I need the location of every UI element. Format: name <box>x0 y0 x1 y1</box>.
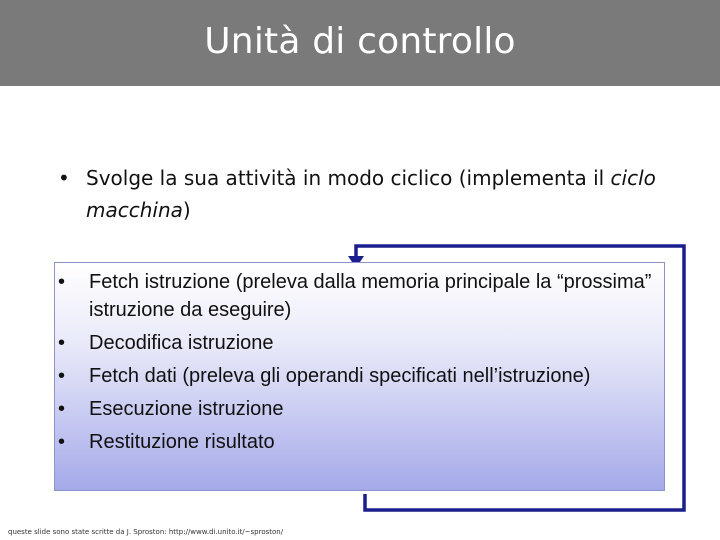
cycle-steps-list <box>58 268 658 461</box>
list-item: • Fetch dati (preleva gli operandi specificati nell’istruzione) <box>58 365 591 387</box>
intro-text-emphasis: ciclo macchina <box>86 166 656 222</box>
intro-text-before: Svolge la sua attività in modo ciclico (implementa il <box>86 166 611 190</box>
intro-bullet-marker: • <box>58 166 70 190</box>
list-item: • Fetch istruzione (preleva dalla memoria principale la “prossima” istruzione da eseguire) <box>58 271 652 321</box>
slide-title: Unità di controllo <box>204 20 516 62</box>
intro-text-after: ) <box>182 198 191 222</box>
list-item: • Restituzione risultato <box>58 431 275 453</box>
list-item: • Esecuzione istruzione <box>58 398 284 420</box>
footer-credit: queste slide sono state scritte da J. Sproston: http://www.di.unito.it/~sproston/ <box>8 528 284 536</box>
list-item: • Decodifica istruzione <box>58 332 274 354</box>
